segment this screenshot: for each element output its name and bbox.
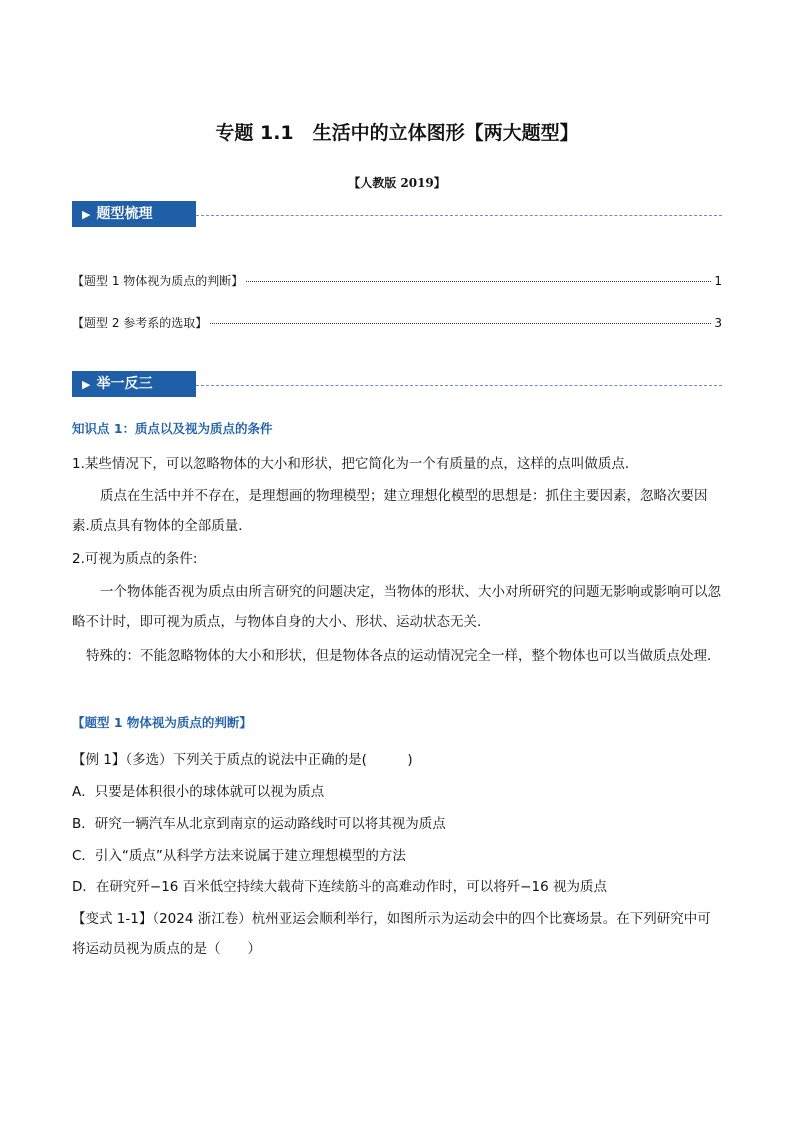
edition-label: 【人教版 2019】 bbox=[348, 176, 446, 190]
toc-label: 【题型 2 参考系的选取】 bbox=[72, 316, 208, 330]
toc-item-1[interactable] bbox=[72, 272, 722, 289]
section-header-examples bbox=[72, 371, 722, 399]
dashed-divider bbox=[196, 215, 722, 216]
question-type-heading: 【题型 1 物体视为质点的判断】 bbox=[72, 715, 252, 730]
toc-item-2[interactable] bbox=[72, 314, 722, 331]
toc-page: 3 bbox=[714, 316, 722, 330]
section-title: 题型梳理 bbox=[96, 206, 153, 222]
paragraph-ideal-model: 质点在生活中并不存在，是理想画的物理模型；建立理想化模型的思想是：抓住主要因素，忽略次要因素.质点具有物体的全部质量． bbox=[72, 488, 708, 534]
dashed-divider bbox=[196, 385, 722, 386]
variant-question: 【变式 1-1】（2024 浙江卷）杭州亚运会顺利举行，如图所示为运动会中的四个比赛场景。在下列研究中可将运动员视为质点的是（ ） bbox=[72, 911, 711, 957]
toc-label: 【题型 1 物体视为质点的判断】 bbox=[72, 274, 244, 288]
section-label bbox=[72, 371, 196, 397]
play-arrow-icon: ▶ bbox=[82, 378, 91, 391]
section-header-overview bbox=[72, 201, 722, 229]
option-d: D．在研究歼−16 百米低空持续大载荷下连续筋斗的高难动作时，可以将歼−16 视为质点 bbox=[72, 879, 607, 895]
option-c: C．引入“质点”从科学方法来说属于建立理想模型的方法 bbox=[72, 848, 406, 864]
section-title: 举一反三 bbox=[96, 376, 153, 392]
knowledge-point-heading: 知识点 1：质点以及视为质点的条件 bbox=[72, 421, 273, 436]
paragraph-special-case: 特殊的：不能忽略物体的大小和形状，但是物体各点的运动情况完全一样，整个物体也可以当做质点处理． bbox=[86, 648, 721, 664]
option-b: B．研究一辆汽车从北京到南京的运动路线时可以将其视为质点 bbox=[72, 816, 446, 832]
paragraph-conditions-heading: 2.可视为质点的条件: bbox=[72, 551, 198, 567]
toc-leader bbox=[246, 281, 711, 282]
page-title: 专题 1.1 生活中的立体图形【两大题型】 bbox=[215, 122, 579, 144]
toc-page: 1 bbox=[714, 274, 722, 288]
paragraph-conditions: 一个物体能否视为质点由所言研究的问题决定，当物体的形状、大小对所研究的问题无影响或影响可以忽略不计时，即可视为质点，与物体自身的大小、形状、运动状态无关. bbox=[72, 584, 721, 630]
toc-leader bbox=[210, 323, 711, 324]
play-arrow-icon: ▶ bbox=[82, 208, 91, 221]
section-label bbox=[72, 201, 196, 227]
example-stem: 【例 1】（多选）下列关于质点的说法中正确的是( ) bbox=[72, 752, 413, 768]
option-a: A．只要是体积很小的球体就可以视为质点 bbox=[72, 784, 325, 800]
paragraph-definition: 1.某些情况下，可以忽略物体的大小和形状，把它简化为一个有质量的点，这样的点叫做质点． bbox=[72, 456, 639, 472]
